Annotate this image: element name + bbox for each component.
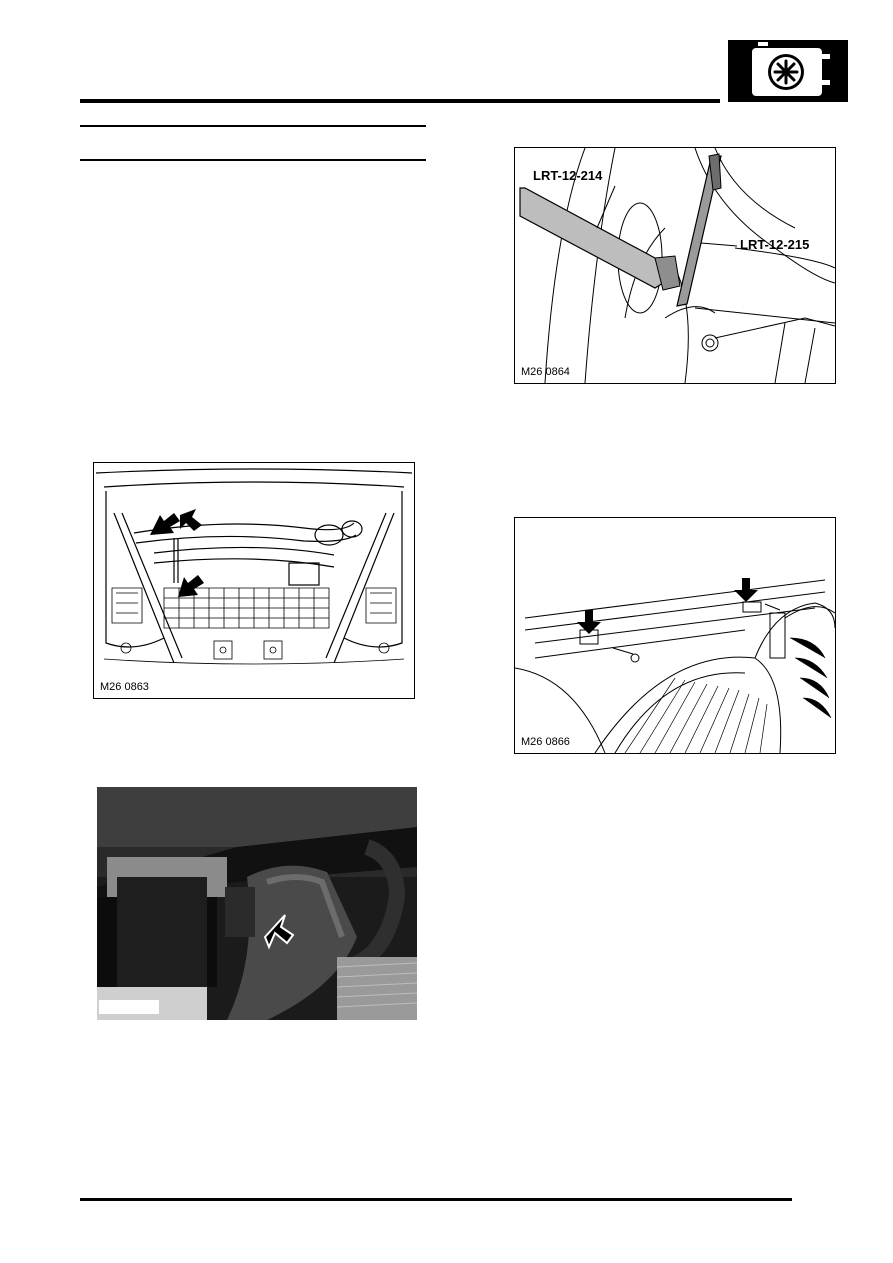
left-heading-rule-bottom: [80, 159, 426, 161]
left-heading-rule-top: [80, 125, 426, 127]
figure-caption: M26 0866: [521, 736, 570, 748]
figure-m26-0864: [514, 147, 836, 384]
tool-label-lrt-12-214: LRT-12-214: [533, 168, 603, 183]
footer-rule: [80, 1198, 792, 1201]
cooling-system-section-icon: [728, 40, 848, 102]
arrow-down-icon: [734, 578, 758, 602]
figure-caption: M26 0863: [100, 681, 149, 693]
figure-m26-0863: [93, 462, 415, 699]
engine-bay-photo: [97, 787, 417, 1020]
tool-label-lrt-12-215: LRT-12-215: [740, 237, 810, 252]
figure-caption: M26 0864: [521, 366, 570, 378]
header-rule: [80, 99, 720, 103]
figure-m26-0866: [514, 517, 836, 754]
